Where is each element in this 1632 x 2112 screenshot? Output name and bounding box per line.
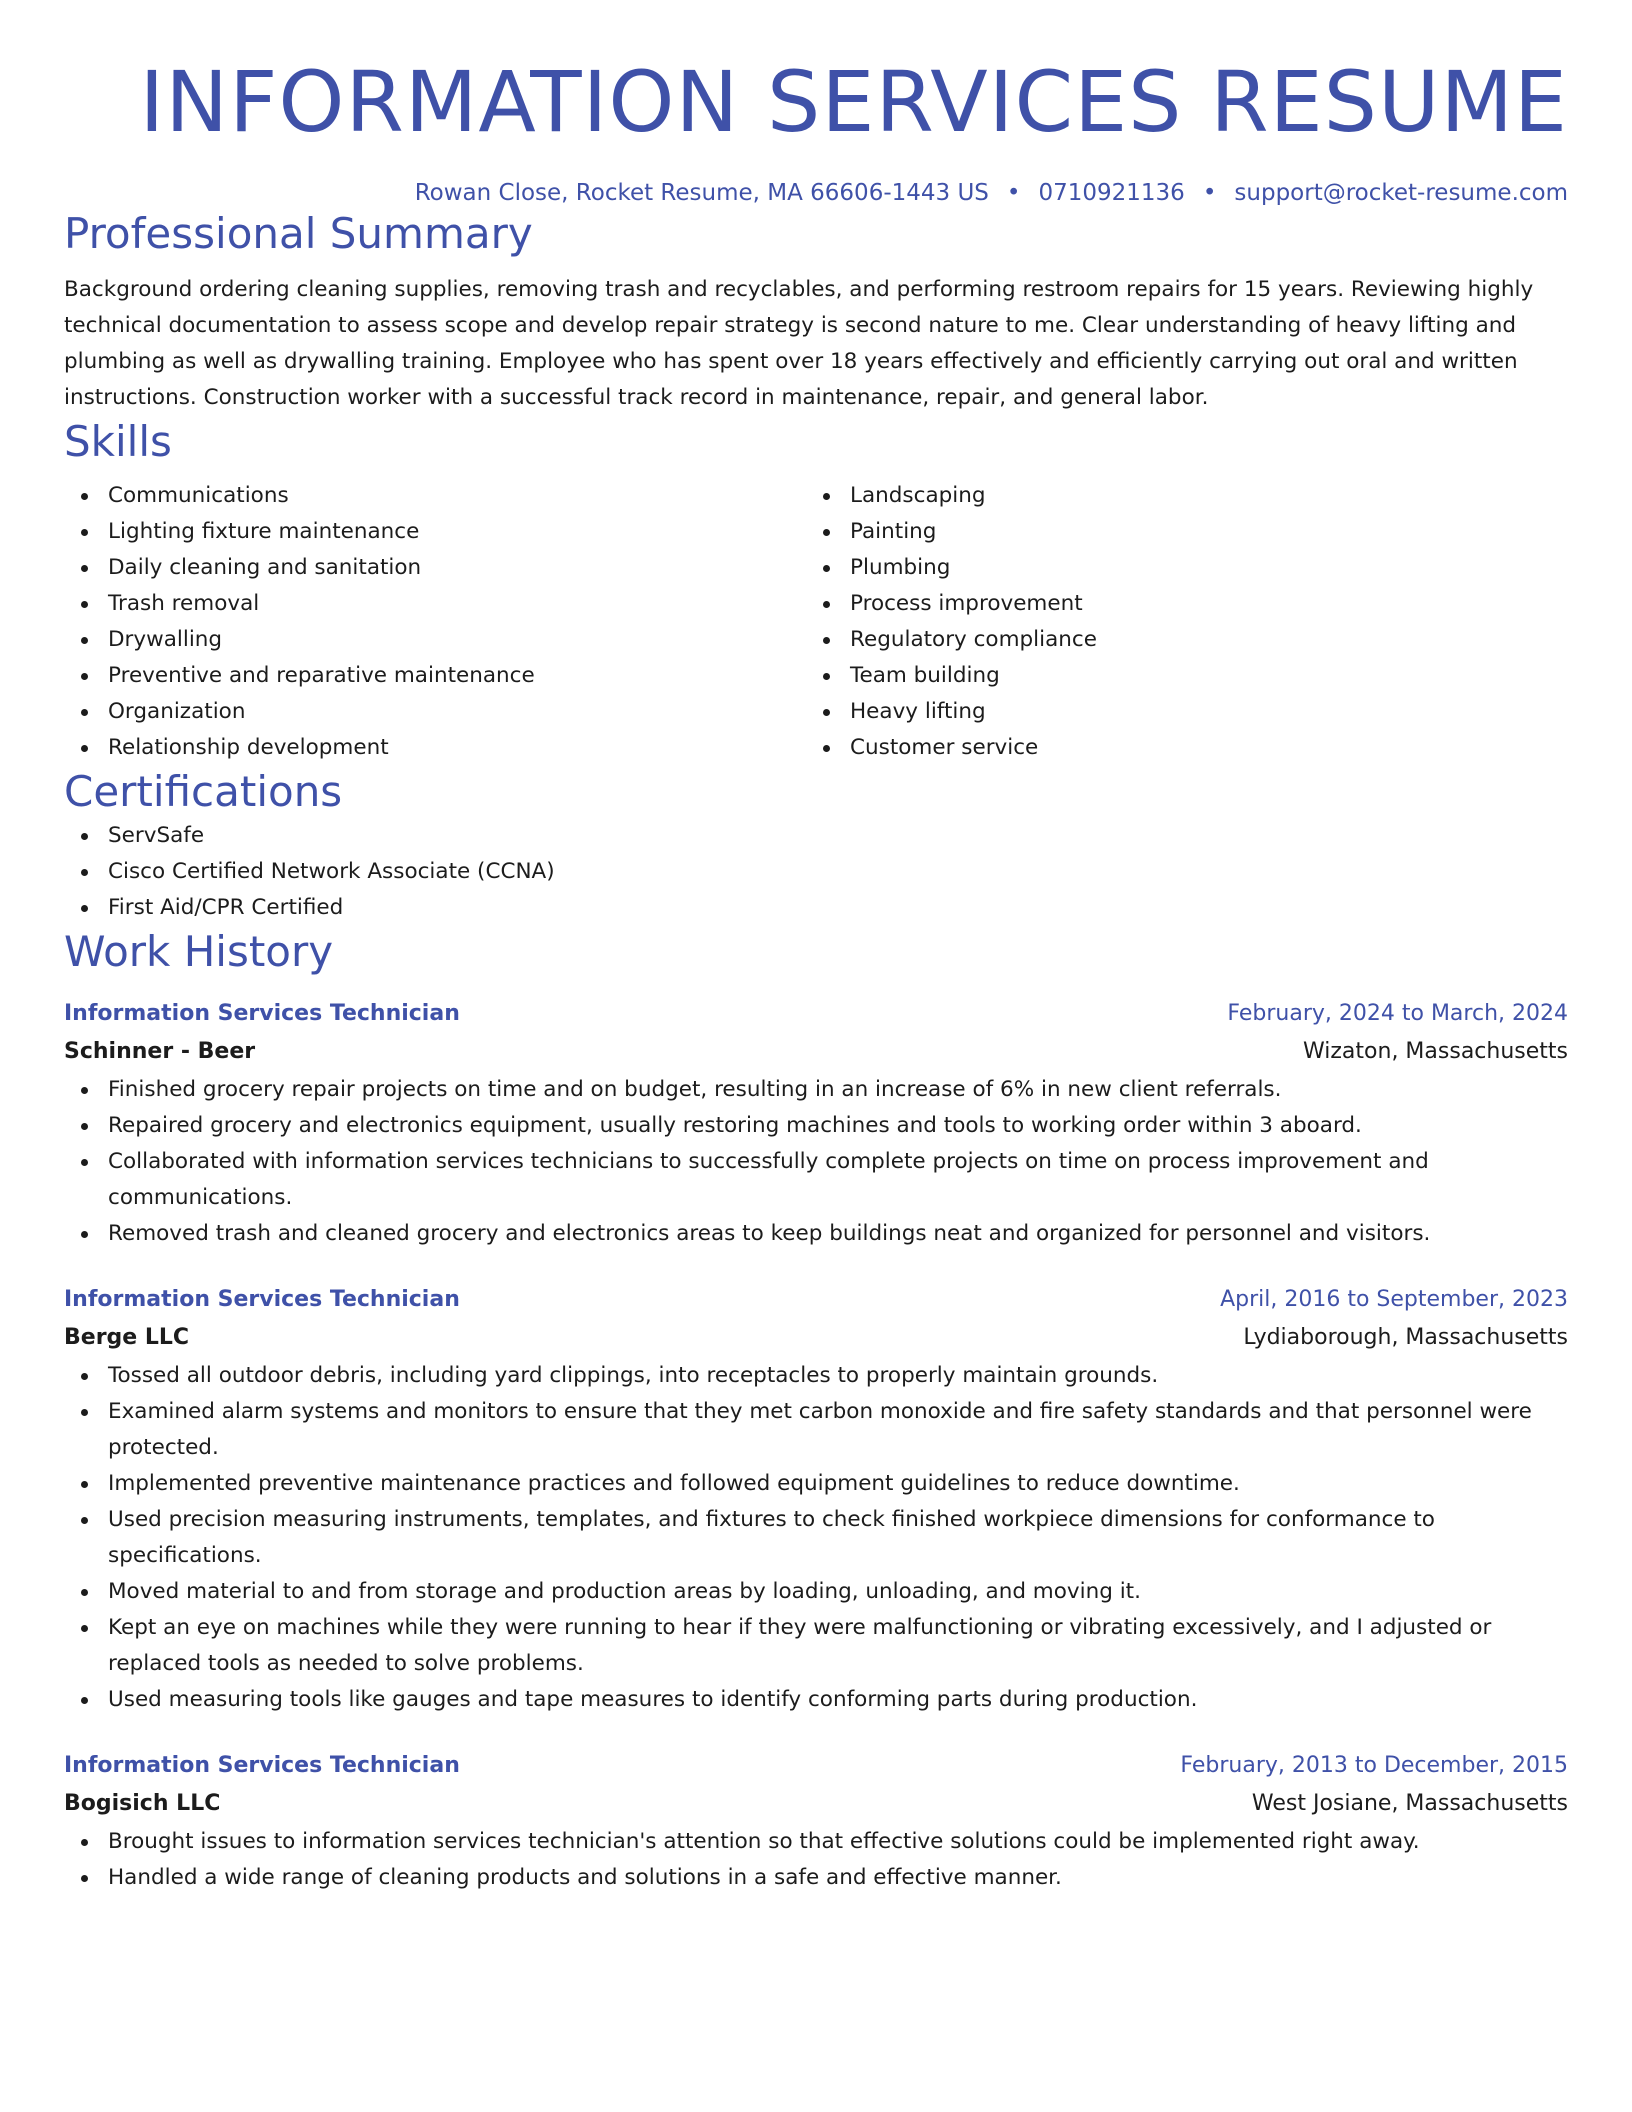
certification-item: ServSafe — [64, 818, 1568, 854]
skills-column-right — [806, 478, 1548, 766]
skill-item: Team building — [806, 658, 1548, 694]
job-bullet: Used precision measuring instruments, templates, and fixtures to check finished workpiece dimensions for conformance to specifications. — [64, 1502, 1568, 1574]
skill-item: Painting — [806, 514, 1548, 550]
job-title: Information Services Technician — [64, 1287, 460, 1312]
job-header — [64, 996, 1568, 1032]
skill-item: Plumbing — [806, 550, 1548, 586]
skill-item: Process improvement — [806, 586, 1548, 622]
skill-item: Trash removal — [64, 586, 806, 622]
skills-list-right — [806, 478, 1548, 766]
section-heading-work-history: Work History — [64, 927, 334, 976]
contact-email: support@rocket-resume.com — [1234, 180, 1568, 206]
certification-item: First Aid/CPR Certified — [64, 890, 1568, 926]
job-bullet: Moved material to and from storage and production areas by loading, unloading, and moving it. — [64, 1574, 1568, 1610]
contact-address: Rowan Close, Rocket Resume, MA 66606-1443 US — [414, 180, 989, 206]
job-subheader — [64, 1318, 1568, 1358]
contact-separator: • — [1202, 180, 1217, 206]
skill-item: Lighting fixture maintenance — [64, 514, 806, 550]
job-location: West Josiane, Massachusetts — [1251, 1791, 1568, 1816]
section-heading-skills: Skills — [64, 417, 172, 466]
skill-item: Preventive and reparative maintenance — [64, 658, 806, 694]
job-header — [64, 1282, 1568, 1318]
job-bullet: Finished grocery repair projects on time and on budget, resulting in an increase of 6% in new client referrals. — [64, 1072, 1568, 1108]
summary-paragraph: Background ordering cleaning supplies, removing trash and recyclables, and performing restroom repairs for 15 years. Reviewing highly technical documentation to assess scope and develop repair strategy is second nature to me. Clear understanding of heavy lifting and plumbing as well as drywalling training. Employee who has spent over 18 years effectively and efficiently carrying out oral and written instructions. Construction worker with a successful track record in maintenance, repair, and general labor. — [64, 277, 1534, 410]
job-bullet: Examined alarm systems and monitors to ensure that they met carbon monoxide and fire safety standards and that personnel were protected. — [64, 1394, 1568, 1466]
contact-separator: • — [1006, 180, 1021, 206]
job-bullet: Brought issues to information services technician's attention so that effective solutions could be implemented right away. — [64, 1824, 1568, 1860]
job-bullet: Implemented preventive maintenance practices and followed equipment guidelines to reduce downtime. — [64, 1466, 1568, 1502]
job-bullet: Tossed all outdoor debris, including yard clippings, into receptacles to properly maintain grounds. — [64, 1358, 1568, 1394]
job-title: Information Services Technician — [64, 1753, 460, 1778]
job-bullets — [64, 1824, 1568, 1896]
skill-item: Heavy lifting — [806, 694, 1548, 730]
contact-phone: 0710921136 — [1038, 180, 1185, 206]
job-location: Wizaton, Massachusetts — [1303, 1039, 1568, 1064]
resume-title: INFORMATION SERVICES RESUME — [139, 53, 1568, 151]
skill-item: Drywalling — [64, 622, 806, 658]
job-company: Bogisich LLC — [64, 1791, 221, 1816]
job-subheader — [64, 1784, 1568, 1824]
skills-grid — [64, 478, 1568, 766]
job-subheader — [64, 1032, 1568, 1072]
job-dates: April, 2016 to September, 2023 — [1220, 1287, 1568, 1312]
skill-item: Communications — [64, 478, 806, 514]
job-dates: February, 2013 to December, 2015 — [1180, 1753, 1568, 1778]
certification-item: Cisco Certified Network Associate (CCNA) — [64, 854, 1568, 890]
skill-item: Organization — [64, 694, 806, 730]
job-entry — [64, 1282, 1568, 1718]
skill-item: Relationship development — [64, 730, 806, 766]
job-dates: February, 2024 to March, 2024 — [1227, 1001, 1568, 1026]
job-entry — [64, 996, 1568, 1252]
job-bullet: Kept an eye on machines while they were running to hear if they were malfunctioning or vibrating excessively, and I adjusted or replaced tools as needed to solve problems. — [64, 1610, 1568, 1682]
job-header — [64, 1748, 1568, 1784]
job-bullet: Handled a wide range of cleaning products and solutions in a safe and effective manner. — [64, 1860, 1568, 1896]
job-bullets — [64, 1358, 1568, 1718]
section-heading-summary: Professional Summary — [64, 209, 533, 258]
job-bullet: Used measuring tools like gauges and tape measures to identify conforming parts during production. — [64, 1682, 1568, 1718]
job-bullet: Removed trash and cleaned grocery and electronics areas to keep buildings neat and organized for personnel and visitors. — [64, 1216, 1568, 1252]
job-company: Schinner - Beer — [64, 1039, 256, 1064]
contact-line — [64, 178, 1568, 208]
job-bullet: Repaired grocery and electronics equipment, usually restoring machines and tools to working order within 3 aboard. — [64, 1108, 1568, 1144]
skills-column-left — [64, 478, 806, 766]
section-heading-certifications: Certifications — [64, 767, 343, 816]
skill-item: Landscaping — [806, 478, 1548, 514]
skills-list-left — [64, 478, 806, 766]
certifications-list — [64, 818, 1568, 926]
job-location: Lydiaborough, Massachusetts — [1243, 1325, 1568, 1350]
job-bullet: Collaborated with information services technicians to successfully complete projects on time on process improvement and communications. — [64, 1144, 1568, 1216]
job-bullets — [64, 1072, 1568, 1252]
skill-item: Daily cleaning and sanitation — [64, 550, 806, 586]
skill-item: Customer service — [806, 730, 1548, 766]
job-entry — [64, 1748, 1568, 1896]
skill-item: Regulatory compliance — [806, 622, 1548, 658]
job-company: Berge LLC — [64, 1325, 190, 1350]
job-title: Information Services Technician — [64, 1001, 460, 1026]
